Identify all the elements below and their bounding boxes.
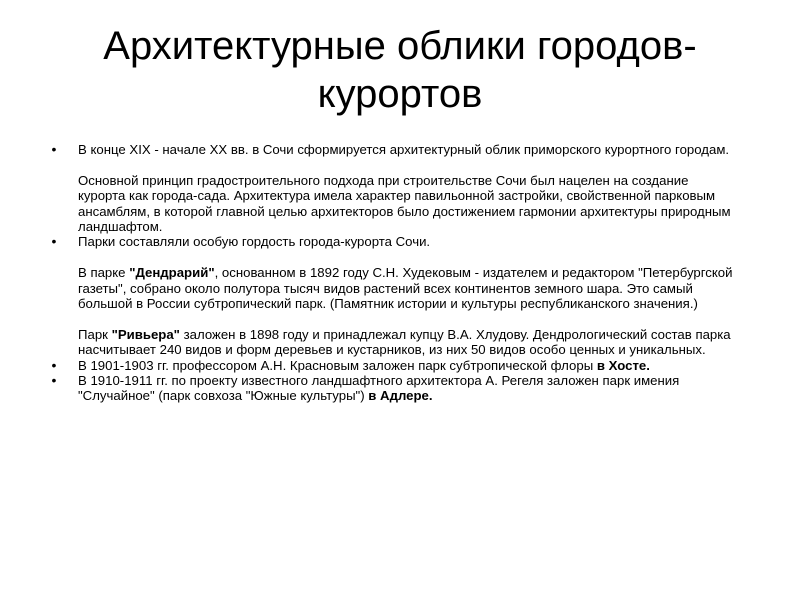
paragraph xyxy=(78,373,738,404)
bold-location: в Адлере. xyxy=(368,388,433,404)
slide-title: Архитектурные облики городов-курортов xyxy=(103,24,697,116)
bullet-list xyxy=(48,142,738,404)
text-run: заложен в 1898 году и принадлежал купцу В.А. Хлудову. Дендрологический состав парка насчитывает 240 видов и форм деревьев и кустарников, из них 50 видов особо ценных и уникальных. xyxy=(78,326,731,358)
list-item xyxy=(48,358,738,373)
text-run: В 1910-1911 гг. по проекту известного ландшафтного архитектора А. Регеля заложен парк имения "Случайное" (парк совхоза "Южные культуры") xyxy=(78,373,680,404)
paragraph xyxy=(78,358,738,373)
paragraph xyxy=(78,265,738,311)
paragraph: Основной принцип градостроительного подхода при строительстве Сочи был нацелен на создание курорта как города-сада. Архитектура имела характер павильонной застройки, свойственной парковым ансамблям, в которой главной целью архитекторов было достижением гармонии архитектуры природным ландшафтом. xyxy=(78,172,731,235)
text-run: В 1901-1903 гг. профессором А.Н. Красновым заложен парк субтропической флоры xyxy=(78,357,597,373)
list-item xyxy=(48,373,738,404)
paragraph xyxy=(78,327,738,358)
list-item xyxy=(48,142,738,234)
bold-location: в Хосте. xyxy=(596,357,650,373)
text-run: В парке xyxy=(78,265,130,281)
bullet-icon: • xyxy=(51,233,57,250)
bullet-icon: • xyxy=(51,141,57,157)
paragraph: Парки составляли особую гордость города-курорта Сочи. xyxy=(78,234,431,250)
bullet-icon: • xyxy=(51,372,57,389)
list-item xyxy=(48,234,738,357)
bold-park-name: "Ривьера" xyxy=(111,326,180,342)
bullet-icon: • xyxy=(51,356,57,373)
text-run: Парк xyxy=(78,326,112,342)
paragraph: В конце XIX - начале XX вв. в Сочи сформируется архитектурный облик приморского курортного городам. xyxy=(78,142,730,157)
text-run: , основанном в 1892 году С.Н. Худековым - издателем и редактором "Петербургской газеты", собрано около полутора тысяч видов растений всех континентов земного шара. Это самый большой в России субтропический парк. (Памятник истории и культуры республиканского значения.) xyxy=(78,265,733,312)
bold-park-name: "Дендрарий" xyxy=(129,265,215,281)
